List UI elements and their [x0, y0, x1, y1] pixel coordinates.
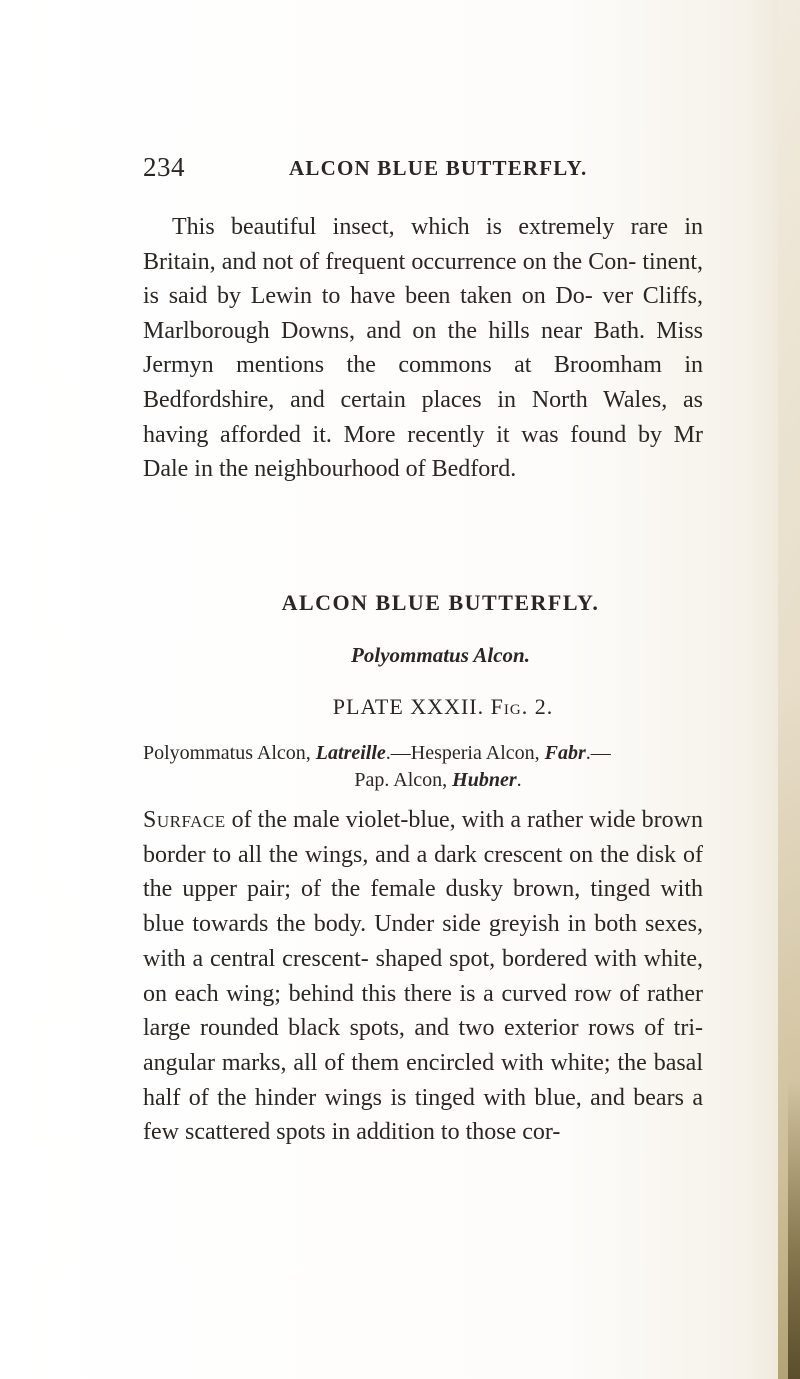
page-number: 234	[143, 152, 185, 182]
synonymy	[143, 740, 733, 794]
description-paragraph	[143, 803, 703, 1150]
fig-label: Fig. 2.	[490, 694, 554, 719]
synonymy-text: Pap. Alcon,	[354, 769, 453, 791]
description-lead-word: Surface	[143, 807, 226, 833]
page-edge-stain	[788, 1080, 800, 1379]
synonymy-authority: Hubner	[452, 769, 517, 791]
synonymy-line-2	[143, 767, 733, 794]
synonymy-text: .	[516, 769, 522, 791]
plate-label: PLATE XXXII.	[332, 694, 485, 719]
intro-paragraph-text: This beautiful insect, which is extremely rare in Britain, and not of frequent occurrence on the Con- tinent, is said by Lewin to have been taken on Do- ver Cliffs, Marlborough Downs, and on the hills near Bath. Miss Jermyn mentions the commons at Broomham in Bedfordshire, and certain places in North Wales, as having afforded it. More recently it was found by Mr Dale in the neighbourhood of Bedford.	[143, 214, 703, 483]
synonymy-line-1	[143, 740, 733, 767]
synonymy-text: .—	[585, 742, 611, 764]
description-text: of the male violet-blue, with a rather wide brown border to all the wings, and a dark crescent on the disk of the upper pair; of the female dusky brown, tinged with blue towards the body. Under side greyish in both sexes, with a central crescent- shaped spot, bordered with white, on each wing; behind this there is a curved row of rather large rounded black spots, and two exterior rows of tri- angular marks, all of them encircled with white; the basal half of the hinder wings is tinged with blue, and bears a few scattered spots in addition to those cor-	[143, 807, 703, 1146]
synonymy-text: .—Hesperia Alcon,	[385, 742, 545, 764]
section-title: ALCON BLUE BUTTERFLY.	[281, 590, 600, 615]
synonymy-authority: Fabr	[544, 742, 586, 764]
intro-paragraph	[143, 210, 703, 487]
synonymy-text: Polyommatus Alcon,	[143, 742, 316, 764]
running-title: ALCON BLUE BUTTERFLY.	[289, 156, 588, 180]
plate-reference	[143, 694, 743, 720]
running-header	[143, 152, 703, 192]
species-name: Polyommatus Alcon.	[351, 643, 530, 667]
synonymy-authority: Latreille	[315, 742, 386, 764]
